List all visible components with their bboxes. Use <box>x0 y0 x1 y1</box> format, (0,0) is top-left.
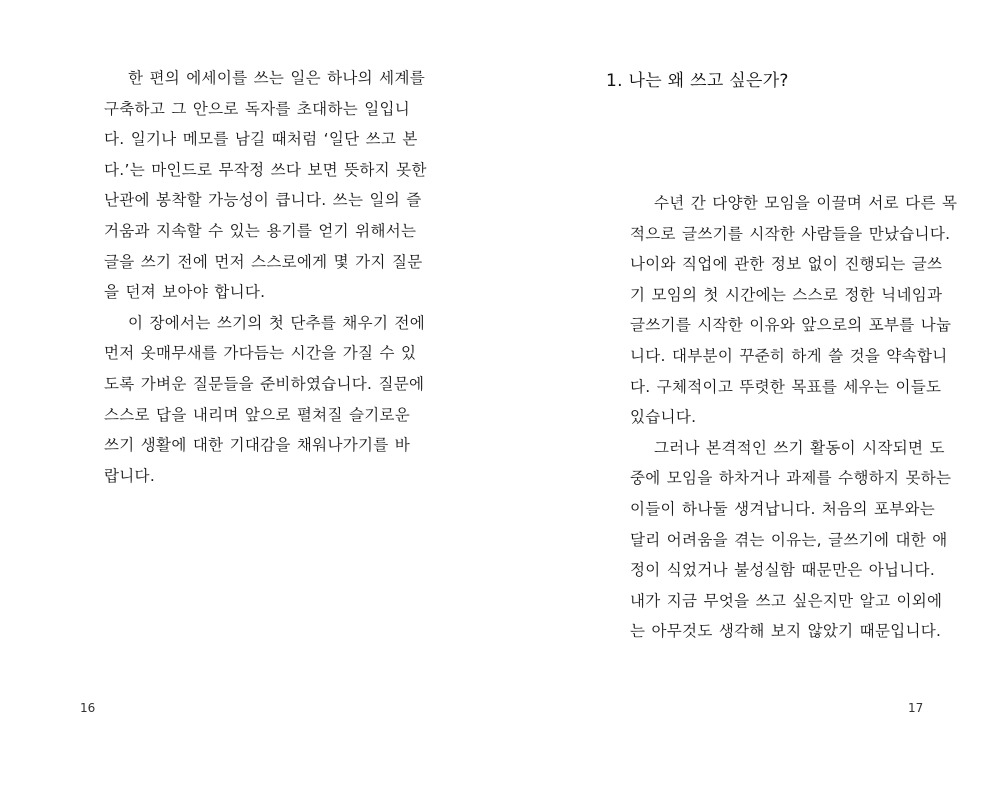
text-line: 달리 어려움을 겪는 이유는, 글쓰기에 대한 애 <box>630 530 948 549</box>
text-line: 그러나 본격적인 쓰기 활동이 시작되면 도 <box>654 438 945 457</box>
text-line: 을 던져 보아야 합니다. <box>104 283 266 302</box>
text-line: 한 편의 에세이를 쓰는 일은 하나의 세계를 <box>128 69 426 87</box>
text-line: 다. 구체적이고 뚜렷한 목표를 세우는 이들도 <box>630 377 942 396</box>
text-line: 있습니다. <box>630 408 697 427</box>
text-line: 나이와 직업에 관한 정보 없이 진행되는 글쓰 <box>630 255 943 274</box>
text-line: 다.’는 마인드로 무작정 쓰다 보면 뜻하지 못한 <box>104 160 427 179</box>
text-line: 먼저 옷매무새를 가다듬는 시간을 가질 수 있 <box>104 344 417 363</box>
paragraph <box>80 63 427 308</box>
page-number: 17 <box>908 701 924 715</box>
text-line: 글쓰기를 시작한 이유와 앞으로의 포부를 나눕 <box>630 316 952 335</box>
paragraph <box>606 433 952 647</box>
text-line: 중에 모임을 하차거나 과제를 수행하지 못하는 <box>630 469 952 488</box>
text-line: 이들이 하나둘 생겨납니다. 처음의 포부와는 <box>630 499 936 518</box>
text-line: 니다. 대부분이 꾸준히 하게 쓸 것을 약속합니 <box>630 346 948 365</box>
text-line: 수년 간 다양한 모임을 이끌며 서로 다른 목 <box>654 194 958 212</box>
left-body-text <box>80 63 427 491</box>
text-line: 내가 지금 무엇을 쓰고 싶은지만 알고 이외에 <box>630 591 943 610</box>
right-page <box>500 0 1000 800</box>
text-line: 스스로 답을 내리며 앞으로 펼쳐질 슬기로운 <box>104 405 411 424</box>
text-line: 도록 가벼운 질문들을 준비하였습니다. 질문에 <box>104 374 425 393</box>
text-line: 이 장에서는 쓰기의 첫 단추를 채우기 전에 <box>128 313 426 332</box>
text-line: 난관에 봉착할 가능성이 큽니다. 쓰는 일의 즐 <box>104 191 422 210</box>
text-line: 랍니다. <box>104 466 156 485</box>
text-line: 다. 일기나 메모를 남길 때처럼 ‘일단 쓰고 본 <box>104 130 418 149</box>
page-number: 16 <box>80 701 96 715</box>
text-line: 쓰기 생활에 대한 기대감을 채워나가기를 바 <box>104 436 411 455</box>
paragraph <box>606 188 958 433</box>
text-line: 는 아무것도 생각해 보지 않았기 때문입니다. <box>630 622 942 641</box>
text-line: 구축하고 그 안으로 독자를 초대하는 일입니 <box>104 99 411 118</box>
text-line: 정이 식었거나 불성실함 때문만은 아닙니다. <box>630 561 936 580</box>
text-line: 적으로 글쓰기를 시작한 사람들을 만났습니다. <box>630 224 951 243</box>
text-line: 글을 쓰기 전에 먼저 스스로에게 몇 가지 질문 <box>104 252 423 271</box>
text-line: 기 모임의 첫 시간에는 스스로 정한 닉네임과 <box>630 285 943 304</box>
chapter-title: 1. 나는 왜 쓰고 싶은가? <box>606 71 789 91</box>
paragraph <box>80 308 426 492</box>
right-body-text <box>606 188 958 647</box>
text-line: 거움과 지속할 수 있는 용기를 얻기 위해서는 <box>104 221 417 240</box>
